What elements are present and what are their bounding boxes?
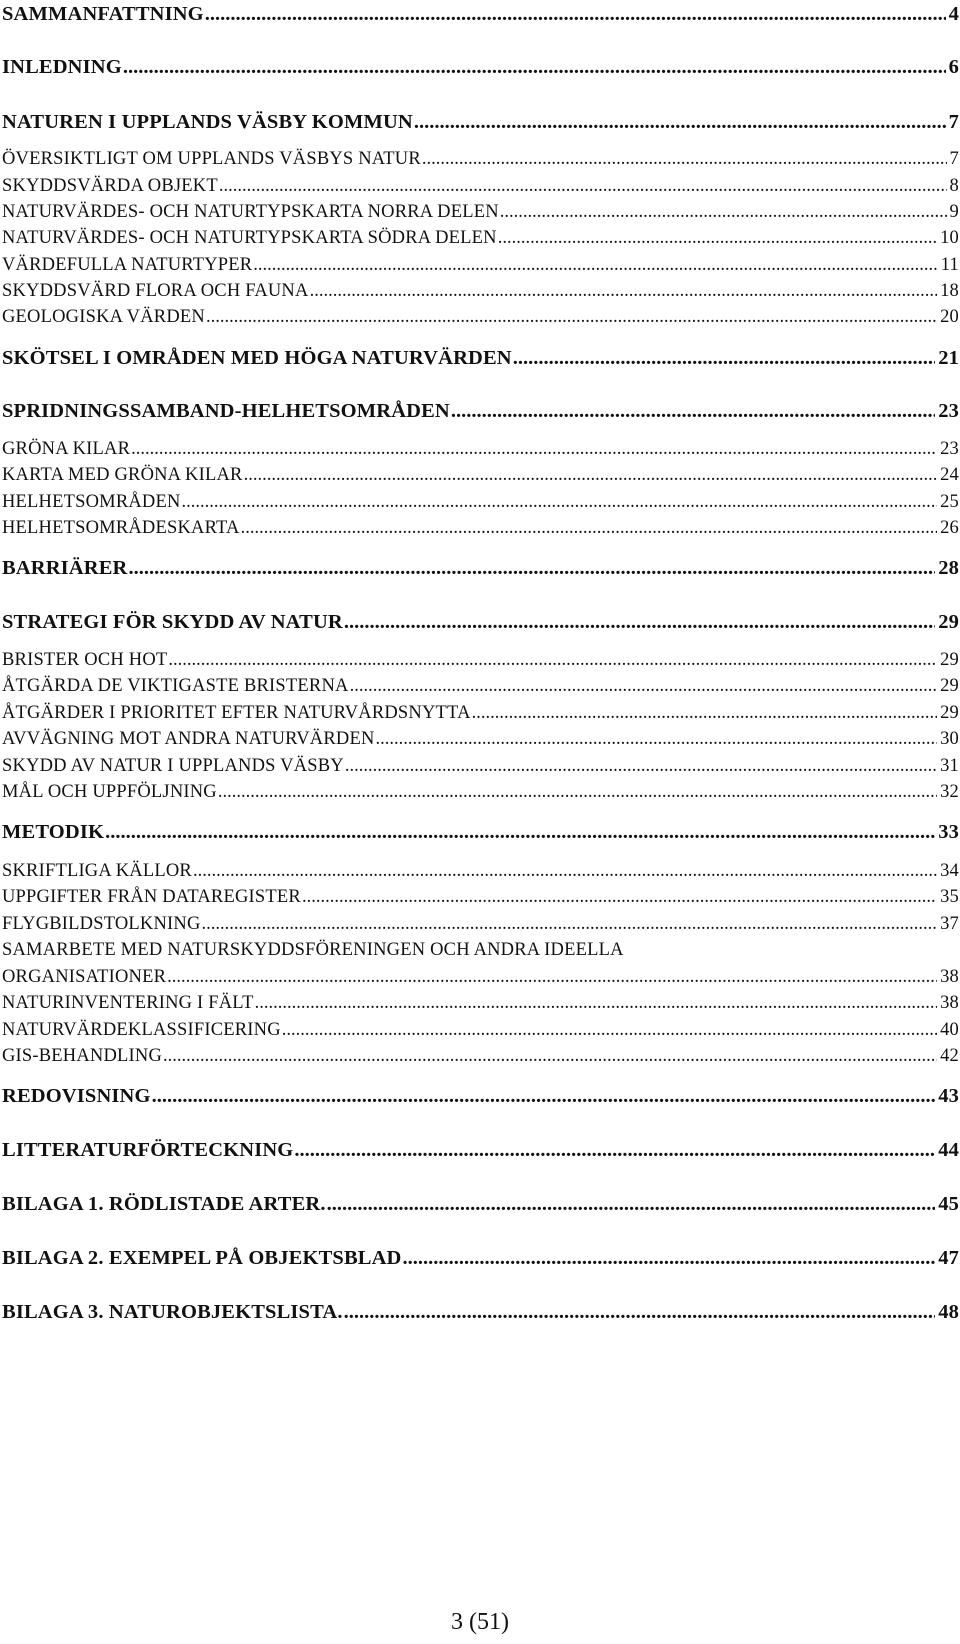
- toc-entry-title-line1: SAMARBETE MED NATURSKYDDSFÖRENINGEN OCH ANDRA IDEELLA: [2, 940, 624, 960]
- toc-entry[interactable]: [2, 229, 959, 248]
- toc-entry-title: ÅTGÄRDA DE VIKTIGASTE BRISTERNA: [2, 676, 349, 696]
- toc-entry[interactable]: [2, 112, 959, 133]
- toc-entry-page: 28: [938, 557, 959, 579]
- dot-leader: [414, 112, 946, 133]
- dot-leader: [182, 493, 938, 512]
- dot-leader: [294, 1140, 935, 1161]
- toc-entry[interactable]: [2, 308, 959, 327]
- toc-entry-page: 18: [940, 281, 959, 301]
- toc-entry[interactable]: [2, 150, 959, 169]
- dot-leader: [451, 401, 935, 422]
- toc-entry[interactable]: [2, 558, 959, 579]
- toc-entry-title: MÅL OCH UPPFÖLJNING: [2, 782, 217, 802]
- toc-entry-page: 38: [940, 967, 959, 987]
- toc-entry[interactable]: [2, 1248, 959, 1269]
- toc-entry-title: NATURVÄRDES- OCH NATURTYPSKARTA SÖDRA DELEN: [2, 228, 497, 248]
- dot-leader: [131, 440, 937, 459]
- dot-leader: [344, 612, 935, 633]
- dot-leader: [500, 203, 947, 222]
- toc-entry-title: BILAGA 1. RÖDLISTADE ARTER.: [2, 1193, 326, 1215]
- toc-entry[interactable]: [2, 466, 959, 485]
- toc-entry-page: 11: [940, 255, 959, 275]
- toc-entry-page: 31: [940, 756, 959, 776]
- toc-entry[interactable]: [2, 968, 959, 987]
- dot-leader: [206, 308, 937, 327]
- dot-leader: [345, 757, 937, 776]
- toc-entry-title: LITTERATURFÖRTECKNING: [2, 1139, 294, 1161]
- toc-entry-page: 43: [938, 1085, 959, 1107]
- toc-entry-page: 37: [940, 914, 959, 934]
- toc-entry[interactable]: [2, 651, 959, 670]
- toc-entry-page: 35: [940, 887, 959, 907]
- dot-leader: [403, 1248, 936, 1269]
- toc-entry[interactable]: [2, 822, 959, 843]
- toc-entry-page: 7: [949, 149, 959, 169]
- toc-entry-page: 24: [940, 465, 959, 485]
- dot-leader: [302, 888, 937, 907]
- toc-entry-page: 29: [938, 611, 959, 633]
- toc-entry-title: FLYGBILDSTOLKNING: [2, 914, 201, 934]
- toc-entry-title: NATURVÄRDEKLASSIFICERING: [2, 1020, 281, 1040]
- toc-entry-title: BRISTER OCH HOT: [2, 650, 168, 670]
- toc-entry-title: ÖVERSIKTLIGT OM UPPLANDS VÄSBYS NATUR: [2, 149, 421, 169]
- toc-entry[interactable]: [2, 203, 959, 222]
- dot-leader: [193, 862, 937, 881]
- dot-leader: [422, 150, 947, 169]
- toc-entry-title: GRÖNA KILAR: [2, 439, 131, 459]
- toc-entry-title: SKYDDSVÄRDA OBJEKT: [2, 176, 218, 196]
- toc-entry-page: 25: [940, 492, 959, 512]
- toc-entry-title: STRATEGI FÖR SKYDD AV NATUR: [2, 611, 343, 633]
- toc-entry-page: 4: [948, 3, 959, 25]
- toc-entry-title: SKRIFTLIGA KÄLLOR: [2, 861, 192, 881]
- dot-leader: [472, 704, 937, 723]
- dot-leader: [241, 519, 937, 538]
- dot-leader: [253, 256, 937, 275]
- toc-entry[interactable]: [2, 915, 959, 934]
- toc-entry[interactable]: [2, 1021, 959, 1040]
- toc-entry-title: SKYDDSVÄRD FLORA OCH FAUNA: [2, 281, 309, 301]
- toc-entry[interactable]: [2, 256, 959, 275]
- toc-entry[interactable]: [2, 282, 959, 301]
- toc-entry-page: 42: [940, 1046, 959, 1066]
- toc-entry[interactable]: [2, 677, 959, 696]
- toc-entry-page: 29: [940, 703, 959, 723]
- toc-entry[interactable]: [2, 994, 959, 1013]
- toc-entry-page: 30: [940, 729, 959, 749]
- toc-entry-page: 29: [940, 650, 959, 670]
- dot-leader: [168, 651, 937, 670]
- dot-leader: [310, 282, 938, 301]
- toc-entry[interactable]: [2, 177, 959, 196]
- dot-leader: [344, 1302, 936, 1323]
- toc-entry[interactable]: [2, 1086, 959, 1107]
- dot-leader: [152, 1086, 936, 1107]
- toc-entry[interactable]: [2, 519, 959, 538]
- page-number: 3 (51): [451, 1609, 509, 1635]
- dot-leader: [163, 1047, 937, 1066]
- toc-entry-page: 7: [948, 111, 959, 133]
- dot-leader: [202, 915, 938, 934]
- toc-entry-page: 45: [938, 1193, 959, 1215]
- toc-entry-title: HELHETSOMRÅDESKARTA: [2, 518, 240, 538]
- toc-entry-title: SKYDD AV NATUR I UPPLANDS VÄSBY: [2, 756, 344, 776]
- toc-entry[interactable]: [2, 440, 959, 459]
- toc-entry[interactable]: [2, 612, 959, 633]
- toc-entry-page: 40: [940, 1020, 959, 1040]
- toc-entry-title: GEOLOGISKA VÄRDEN: [2, 307, 205, 327]
- toc-entry-title: SKÖTSEL I OMRÅDEN MED HÖGA NATURVÄRDEN: [2, 347, 512, 369]
- toc-entry[interactable]: [2, 4, 959, 25]
- toc-entry[interactable]: [2, 401, 959, 422]
- dot-leader: [105, 822, 935, 843]
- dot-leader: [498, 229, 937, 248]
- toc-entry[interactable]: [2, 1140, 959, 1161]
- toc-entry[interactable]: [2, 1194, 959, 1215]
- toc-entry-title: REDOVISNING: [2, 1085, 151, 1107]
- toc-entry-title: BILAGA 2. EXEMPEL PÅ OBJEKTSBLAD: [2, 1247, 402, 1269]
- toc-entry-page: 21: [938, 347, 959, 369]
- dot-leader: [218, 783, 937, 802]
- toc-entry-title: INLEDNING: [2, 56, 122, 78]
- toc-entry-page: 9: [949, 202, 959, 222]
- toc-entry-page: 29: [940, 676, 959, 696]
- toc-entry-page: 10: [940, 228, 959, 248]
- toc-entry[interactable]: [2, 57, 959, 78]
- toc-entry-page: 8: [949, 176, 959, 196]
- toc-entry-page: 23: [940, 439, 959, 459]
- toc-entry[interactable]: [2, 704, 959, 723]
- toc-entry-title: ORGANISATIONER: [2, 967, 167, 987]
- toc-entry-page: 47: [938, 1247, 959, 1269]
- toc-entry-title: UPPGIFTER FRÅN DATAREGISTER: [2, 887, 301, 907]
- toc-entry-title: KARTA MED GRÖNA KILAR: [2, 465, 243, 485]
- dot-leader: [129, 558, 936, 579]
- toc-entry[interactable]: [2, 1047, 959, 1066]
- dot-leader: [255, 994, 937, 1013]
- toc-entry-page: 6: [948, 56, 959, 78]
- toc-entry-title: BARRIÄRER: [2, 557, 128, 579]
- toc-entry-page: 44: [938, 1139, 959, 1161]
- dot-leader: [244, 466, 938, 485]
- toc-entry-title: VÄRDEFULLA NATURTYPER: [2, 255, 253, 275]
- toc-entry-title: NATURINVENTERING I FÄLT: [2, 993, 254, 1013]
- dot-leader: [167, 968, 937, 987]
- toc-entry-page: 20: [940, 307, 959, 327]
- toc-entry[interactable]: [2, 862, 959, 881]
- toc-entry-page: 34: [940, 861, 959, 881]
- toc-entry[interactable]: [2, 348, 959, 369]
- toc-entry-title: SPRIDNINGSSAMBAND-HELHETSOMRÅDEN: [2, 400, 450, 422]
- toc-entry-page: 23: [938, 400, 959, 422]
- toc-entry-title: AVVÄGNING MOT ANDRA NATURVÄRDEN: [2, 729, 375, 749]
- toc-entry-title: BILAGA 3. NATUROBJEKTSLISTA.: [2, 1301, 343, 1323]
- toc-entry[interactable]: [2, 493, 959, 512]
- toc-entry[interactable]: [2, 730, 959, 749]
- toc-entry-page: 33: [938, 821, 959, 843]
- toc-entry[interactable]: [2, 1302, 959, 1323]
- dot-leader: [376, 730, 938, 749]
- toc-entry-title: GIS-BEHANDLING: [2, 1046, 163, 1066]
- toc-entry[interactable]: [2, 757, 959, 776]
- dot-leader: [327, 1194, 936, 1215]
- toc-entry-page: 26: [940, 518, 959, 538]
- toc-entry-page: 48: [938, 1301, 959, 1323]
- dot-leader: [205, 4, 946, 25]
- dot-leader: [282, 1021, 937, 1040]
- toc-entry-title: HELHETSOMRÅDEN: [2, 492, 181, 512]
- dot-leader: [350, 677, 938, 696]
- toc-entry-page: 32: [940, 782, 959, 802]
- toc-entry-page: 38: [940, 993, 959, 1013]
- toc-entry-title: METODIK: [2, 821, 105, 843]
- toc-entry-title: SAMMANFATTNING: [2, 3, 204, 25]
- dot-leader: [513, 348, 935, 369]
- toc-entry[interactable]: [2, 888, 959, 907]
- toc-entry[interactable]: [2, 783, 959, 802]
- toc-entry-title: NATURVÄRDES- OCH NATURTYPSKARTA NORRA DELEN: [2, 202, 499, 222]
- toc-entry-title: ÅTGÄRDER I PRIORITET EFTER NATURVÅRDSNYTTA: [2, 703, 471, 723]
- toc-entry-title: NATUREN I UPPLANDS VÄSBY KOMMUN: [2, 111, 413, 133]
- dot-leader: [219, 177, 947, 196]
- dot-leader: [123, 57, 946, 78]
